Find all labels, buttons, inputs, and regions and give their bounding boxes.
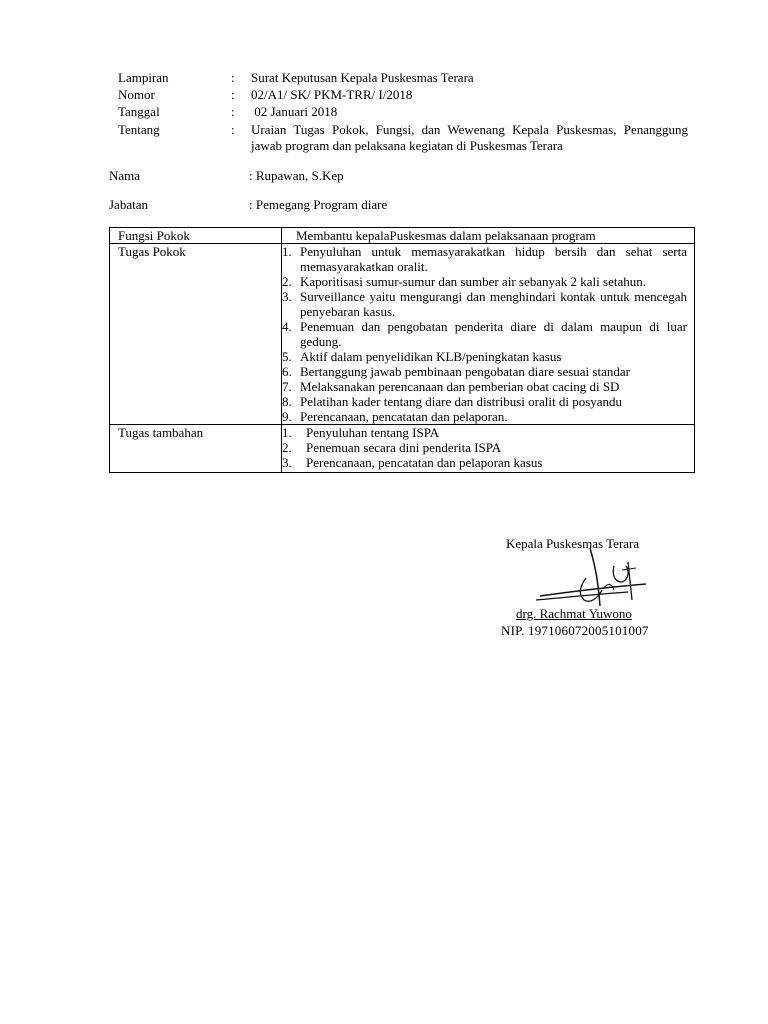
tugas-pokok-list-cell <box>282 244 695 425</box>
table-row <box>110 228 695 244</box>
fungsi-pokok-value <box>282 228 695 244</box>
header-label: Tanggal <box>118 104 160 119</box>
tugas-tambahan-list <box>282 425 687 470</box>
fungsi-pokok-text: Membantu kepalaPuskesmas dalam pelaksanaan program <box>296 228 596 243</box>
signatory-nip: NIP. 197106072005101007 <box>501 623 649 638</box>
list-text: Penyuluhan untuk memasyarakatkan hidup bersih dan sehat serta memasyarakatkan oralit. <box>300 244 687 274</box>
list-number: 8. <box>282 394 292 409</box>
list-item <box>282 244 687 274</box>
tugas-table <box>109 227 695 473</box>
jabatan-value: : Pemegang Program diare <box>249 197 388 212</box>
list-text: Bertanggung jawab pembinaan pengobatan diare sesuai standar <box>300 364 630 379</box>
list-item <box>282 349 687 364</box>
list-item <box>282 440 687 455</box>
list-number: 9. <box>282 409 292 424</box>
list-number: 2. <box>282 440 292 455</box>
table-row <box>110 244 695 425</box>
header-value: Surat Keputusan Kepala Puskesmas Terara <box>251 70 474 85</box>
list-number: 3. <box>282 455 292 470</box>
list-text: Perencanaan, pencatatan dan pelaporan kasus <box>306 455 543 470</box>
list-item <box>282 274 687 289</box>
list-number: 1. <box>282 425 292 440</box>
header-colon: : <box>231 87 235 102</box>
list-text: Surveillance yaitu mengurangi dan menghindari kontak untuk mencegah penyebaran kasus. <box>300 289 687 319</box>
list-text: Melaksanakan perencanaan dan pemberian obat cacing di SD <box>300 379 620 394</box>
list-text: Kaporitisasi sumur-sumur dan sumber air sebanyak 2 kali setahun. <box>300 274 646 289</box>
list-text: Perencanaan, pencatatan dan pelaporan. <box>300 409 508 424</box>
list-number: 7. <box>282 379 292 394</box>
header-colon: : <box>231 104 235 119</box>
list-item <box>282 409 687 424</box>
list-text: Penemuan dan pengobatan penderita diare di dalam maupun di luar gedung. <box>300 319 687 349</box>
signatory-name: drg. Rachmat Yuwono <box>516 606 632 621</box>
fungsi-pokok-label: Fungsi Pokok <box>110 228 282 244</box>
list-text: Penyuluhan tentang ISPA <box>306 425 440 440</box>
header-colon: : <box>231 70 235 85</box>
list-number: 5. <box>282 349 292 364</box>
header-label: Nomor <box>118 87 155 102</box>
list-item <box>282 319 687 349</box>
list-number: 4. <box>282 319 292 334</box>
jabatan-label: Jabatan <box>109 197 148 212</box>
header-label: Tentang <box>118 122 160 137</box>
tugas-tambahan-list-cell <box>282 425 695 473</box>
list-item <box>282 379 687 394</box>
tugas-pokok-list <box>282 244 687 424</box>
list-number: 3. <box>282 289 292 304</box>
table-row <box>110 425 695 473</box>
header-colon: : <box>231 122 235 137</box>
list-number: 1. <box>282 244 292 259</box>
list-item <box>282 289 687 319</box>
header-value: 02/A1/ SK/ PKM-TRR/ I/2018 <box>251 87 413 102</box>
nama-value: : Rupawan, S.Kep <box>249 168 344 183</box>
header-value: Uraian Tugas Pokok, Fungsi, dan Wewenang Kepala Puskesmas, Penanggung jawab program dan pelaksana kegiatan di Puskesmas Terara <box>251 122 688 153</box>
tugas-tambahan-label: Tugas tambahan <box>110 425 282 473</box>
list-item <box>282 425 687 440</box>
list-item <box>282 364 687 379</box>
header-value: 02 Januari 2018 <box>251 104 338 119</box>
tugas-pokok-label: Tugas Pokok <box>110 244 282 425</box>
header-label: Lampiran <box>118 70 169 85</box>
list-item <box>282 455 687 470</box>
list-text: Aktif dalam penyelidikan KLB/peningkatan kasus <box>300 349 562 364</box>
list-text: Penemuan secara dini penderita ISPA <box>306 440 502 455</box>
list-number: 6. <box>282 364 292 379</box>
signature-title: Kepala Puskesmas Terara <box>506 536 640 551</box>
list-number: 2. <box>282 274 292 289</box>
list-text: Pelatihan kader tentang diare dan distribusi oralit di posyandu <box>300 394 623 409</box>
nama-label: Nama <box>109 168 141 183</box>
list-item <box>282 394 687 409</box>
